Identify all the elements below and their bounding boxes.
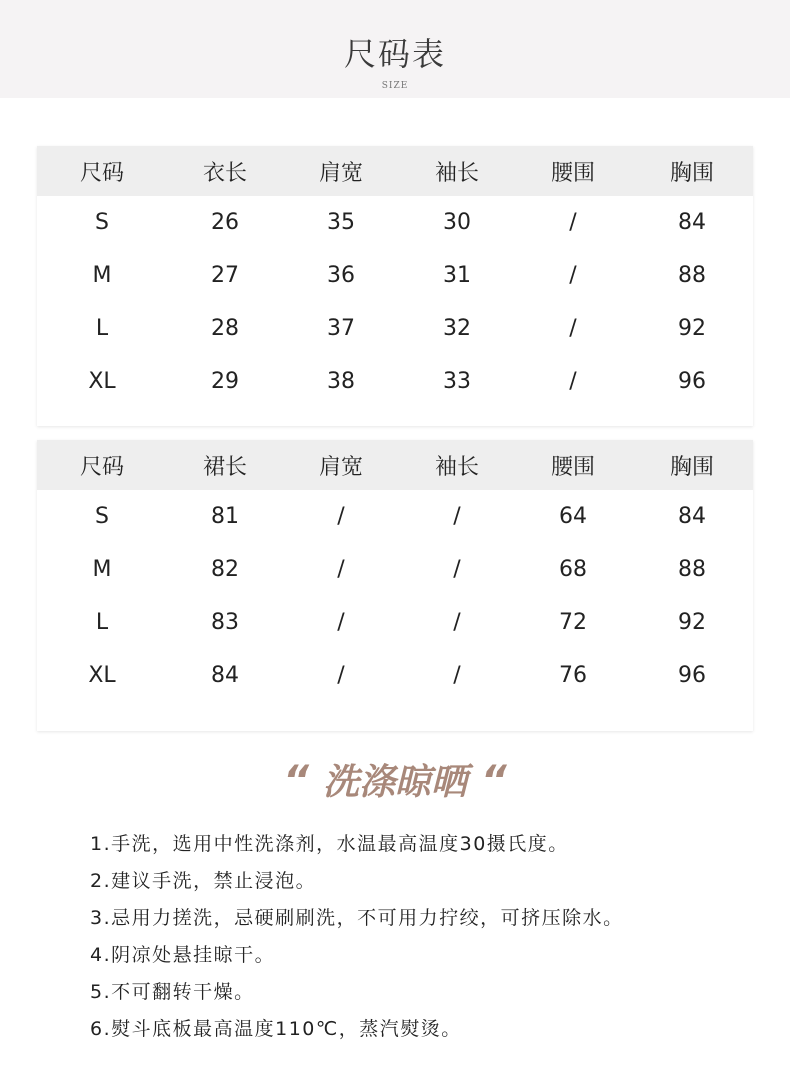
table-cell: L (95, 610, 109, 635)
table-cell: 31 (443, 263, 471, 288)
header-cell-waist: 腰围 (550, 160, 595, 186)
table-cell: 27 (211, 263, 239, 288)
table-cell: 76 (559, 663, 587, 688)
table-cell: 92 (678, 610, 706, 635)
header-cell-shoulder: 肩宽 (318, 454, 363, 480)
header-cell-length: 衣长 (202, 160, 247, 186)
table-row (37, 302, 753, 355)
list-item: 4.阴凉处悬挂晾干。 (90, 944, 276, 966)
table-row (37, 355, 753, 408)
list-item: 1.手洗，选用中性洗涤剂，水温最高温度30摄氏度。 (90, 833, 569, 855)
table-cell: 33 (443, 369, 471, 394)
header-cell-size: 尺码 (79, 454, 124, 480)
open-quote-mark: “ (283, 758, 309, 804)
table-cell: 81 (211, 504, 239, 529)
table-cell: 88 (678, 263, 706, 288)
table-cell: 29 (211, 369, 239, 394)
table-cell: 35 (327, 210, 355, 235)
table-cell: 83 (211, 610, 239, 635)
table-cell: XL (88, 663, 116, 688)
list-item: 2.建议手洗，禁止浸泡。 (90, 870, 317, 892)
size-table-skirt (37, 440, 753, 731)
table-cell: 68 (559, 557, 587, 582)
table-cell: / (453, 663, 461, 688)
page-header (0, 0, 790, 98)
header-cell-waist: 腰围 (550, 454, 595, 480)
table-cell: 64 (559, 504, 587, 529)
table-cell: / (337, 504, 345, 529)
table-cell: 96 (678, 663, 706, 688)
care-title-text: 洗涤晾晒 (322, 762, 467, 803)
table-cell: 38 (327, 369, 355, 394)
table-cell: / (453, 610, 461, 635)
page-subtitle: SIZE (381, 81, 409, 91)
table-cell: L (95, 316, 109, 341)
table-header-row (37, 146, 753, 196)
table-cell: 26 (211, 210, 239, 235)
table-cell: / (337, 610, 345, 635)
table-row (37, 196, 753, 249)
table-cell: 92 (678, 316, 706, 341)
header-cell-skirt-length: 裙长 (202, 454, 247, 480)
table-cell: XL (88, 369, 116, 394)
table-row (37, 490, 753, 543)
table-cell: 84 (211, 663, 239, 688)
table-row (37, 596, 753, 649)
table-cell: M (92, 263, 112, 288)
close-quote-mark: “ (481, 758, 507, 804)
list-item: 5.不可翻转干燥。 (90, 981, 255, 1003)
table-cell: 84 (678, 210, 706, 235)
table-row (37, 649, 753, 702)
table-cell: / (569, 316, 577, 341)
table-cell: 36 (327, 263, 355, 288)
table-cell: S (95, 504, 109, 529)
size-table-top (37, 146, 753, 426)
table-cell: / (569, 263, 577, 288)
table-cell: 28 (211, 316, 239, 341)
table-cell: S (95, 210, 109, 235)
table-row (37, 249, 753, 302)
table-row (37, 543, 753, 596)
table-cell: M (92, 557, 112, 582)
header-cell-sleeve: 袖长 (434, 454, 479, 480)
table-cell: / (453, 557, 461, 582)
list-item: 3.忌用力搓洗，忌硬刷刷洗，不可用力拧绞，可挤压除水。 (90, 907, 624, 929)
care-section-title (0, 756, 790, 808)
care-instructions-list (90, 826, 770, 1048)
table-cell: / (453, 504, 461, 529)
table-cell: 96 (678, 369, 706, 394)
table-header-row (37, 440, 753, 490)
table-cell: / (337, 663, 345, 688)
table-cell: / (337, 557, 345, 582)
header-cell-shoulder: 肩宽 (318, 160, 363, 186)
table-cell: 84 (678, 504, 706, 529)
table-cell: 37 (327, 316, 355, 341)
table-cell: 88 (678, 557, 706, 582)
table-cell: / (569, 210, 577, 235)
list-item: 6.熨斗底板最高温度110℃，蒸汽熨烫。 (90, 1018, 462, 1040)
table-cell: 82 (211, 557, 239, 582)
header-cell-sleeve: 袖长 (434, 160, 479, 186)
header-cell-bust: 胸围 (669, 160, 714, 186)
page-title: 尺码表 (343, 35, 446, 73)
header-cell-bust: 胸围 (669, 454, 714, 480)
table-cell: / (569, 369, 577, 394)
table-cell: 32 (443, 316, 471, 341)
table-cell: 72 (559, 610, 587, 635)
header-cell-size: 尺码 (79, 160, 124, 186)
table-cell: 30 (443, 210, 471, 235)
